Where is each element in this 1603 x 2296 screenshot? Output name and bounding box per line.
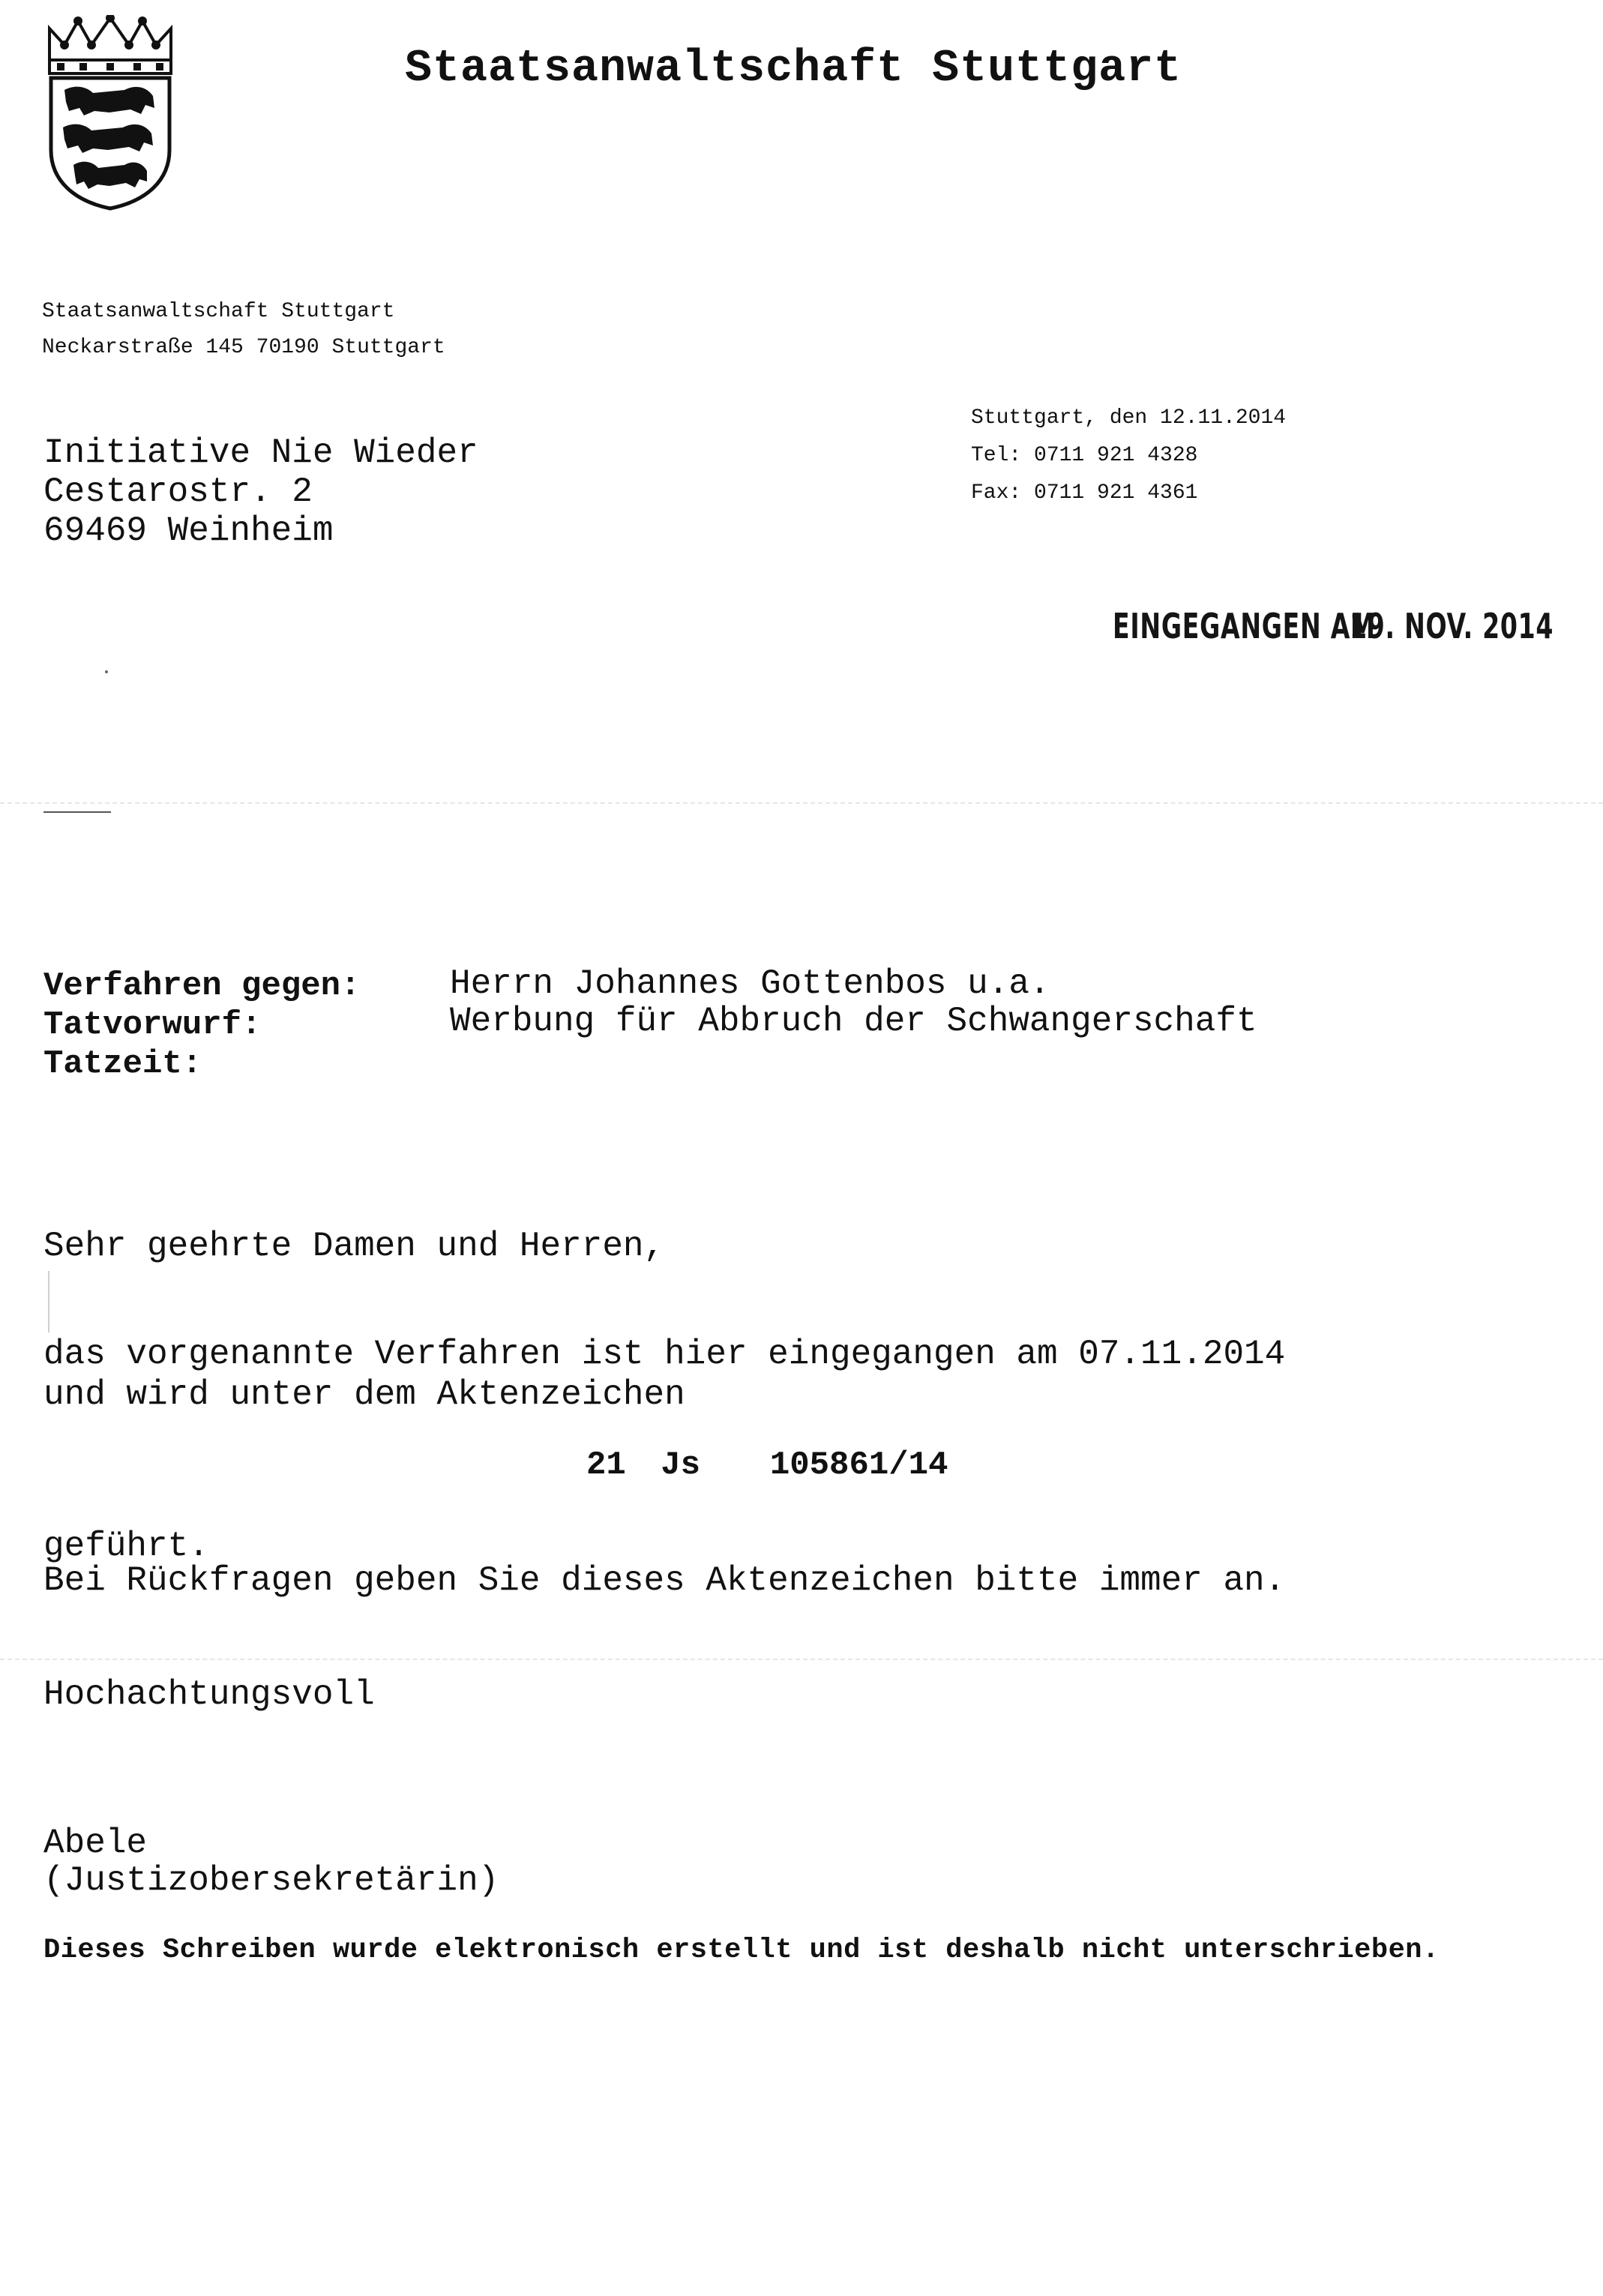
fold-line: [0, 802, 1603, 804]
margin-mark: [48, 1271, 49, 1332]
recipient-name: Initiative Nie Wieder: [43, 433, 478, 472]
fax: Fax: 0711 921 4361: [971, 481, 1198, 505]
tatzeit-label: Tatzeit:: [43, 1045, 202, 1083]
verfahren-value: Herrn Johannes Gottenbos u.a.: [450, 964, 1050, 1003]
telephone: Tel: 0711 921 4328: [971, 444, 1198, 467]
recipient-city: 69469 Weinheim: [43, 511, 334, 550]
received-stamp-label: EINGEGANGEN AM: [1113, 606, 1376, 646]
body-line: Bei Rückfragen geben Sie dieses Aktenzeichen bitte immer an.: [43, 1561, 1286, 1600]
body-line: das vorgenannte Verfahren ist hier eingegangen am 07.11.2014: [43, 1335, 1286, 1374]
sender-address: Neckarstraße 145 70190 Stuttgart: [42, 336, 445, 359]
page-title: Staatsanwaltschaft Stuttgart: [405, 43, 1182, 94]
case-reference-number: 21 Js 105861/14: [586, 1446, 948, 1484]
tatvorwurf-label: Tatvorwurf:: [43, 1006, 262, 1044]
recipient-street: Cestarostr. 2: [43, 472, 313, 511]
place-date: Stuttgart, den 12.11.2014: [971, 406, 1287, 430]
signer-name: Abele: [43, 1824, 148, 1863]
verfahren-label: Verfahren gegen:: [43, 967, 361, 1005]
salutation: Sehr geehrte Damen und Herren,: [43, 1227, 665, 1266]
body-line: und wird unter dem Aktenzeichen: [43, 1375, 685, 1414]
sender-name: Staatsanwaltschaft Stuttgart: [42, 300, 395, 323]
body-line: geführt.: [43, 1527, 209, 1566]
tatvorwurf-value: Werbung für Abbruch der Schwangerschaft: [450, 1002, 1257, 1041]
closing: Hochachtungsvoll: [43, 1675, 375, 1714]
baden-wuerttemberg-coat-of-arms-icon: [42, 15, 178, 211]
received-stamp-date: 19. NOV. 2014: [1350, 606, 1554, 646]
electronic-note: Dieses Schreiben wurde elektronisch erstellt und ist deshalb nicht unterschrieben.: [43, 1935, 1440, 1966]
fold-mark: [43, 811, 111, 813]
fold-line: [0, 1659, 1603, 1660]
scan-speck: [105, 670, 108, 673]
signer-title: (Justizobersekretärin): [43, 1861, 499, 1900]
